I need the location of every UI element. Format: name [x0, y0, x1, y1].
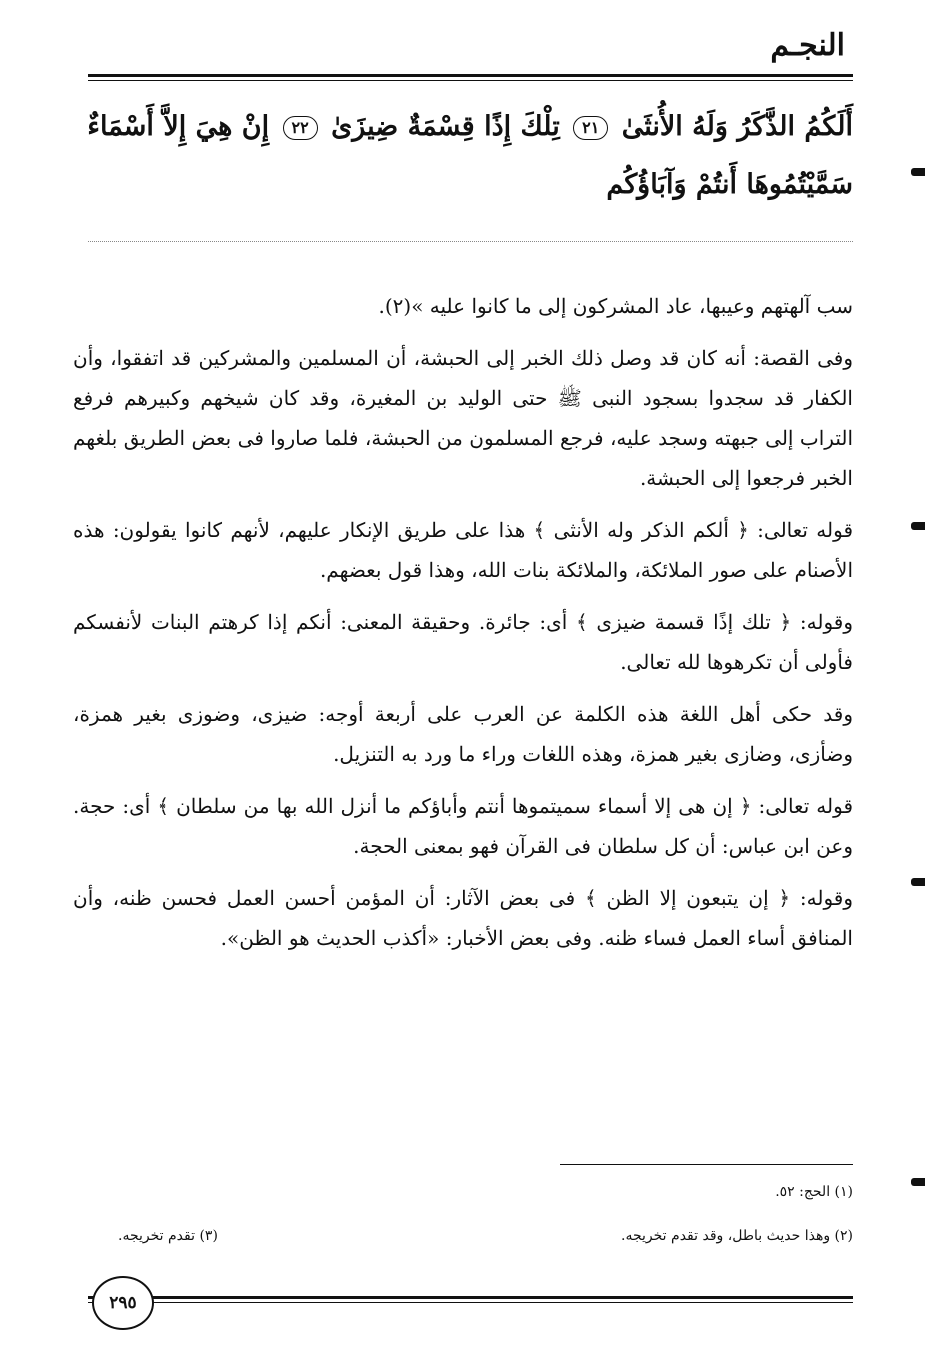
verse-text-part2: تِلْكَ إِذًا قِسْمَةٌ ضِيزَىٰ [331, 111, 560, 142]
paragraph: وقوله: ﴿ تلك إذًا قسمة ضيزى ﴾ أى: جائرة. وحقيقة المعنى: أنكم إذا كرهتم البنات لأنفسكم فأولى أن تكرهوها لله تعالى. [73, 610, 853, 674]
quran-verse-block [63, 98, 853, 214]
paragraph: سب آلهتهم وعيبها، عاد المشركون إلى ما كانوا عليه »(٢). [378, 294, 853, 318]
paragraph: وقد حكى أهل اللغة هذه الكلمة عن العرب على أربعة أوجه: ضيزى، وضوزى بغير همزة، وضأزى، وضازى بغير همزة، وهذه اللغات وراء ما ورد به التنزيل. [73, 702, 853, 766]
margin-mark [911, 522, 925, 530]
paragraph: قوله تعالى: ﴿ إن هى إلا أسماء سميتموها أنتم وأباؤكم ما أنزل الله بها من سلطان ﴾ أى: حجة. وعن ابن عباس: أن كل سلطان فى القرآن فهو بمعنى الحجة. [73, 794, 854, 858]
verse-text-part3: إِنْ هِيَ إِلاَّ أَسْمَاءٌ سَمَّيْتُمُوهَا أَنتُمْ وَآبَاؤُكُم [87, 111, 853, 200]
verse-text-part1: أَلَكُمُ الذَّكَرُ وَلَهُ الأُنثَىٰ [621, 111, 853, 142]
footnote-2: (٢) وهذا حديث باطل، وقد تقدم تخريجه. [621, 1228, 853, 1244]
header-rule [88, 74, 853, 81]
commentary-text [73, 286, 853, 970]
verse-separator [88, 241, 853, 242]
margin-mark [911, 1178, 925, 1186]
paragraph: وفى القصة: أنه كان قد وصل ذلك الخبر إلى الحبشة، أن المسلمين والمشركين قد اتفقوا، وأن الكفار قد سجدوا بسجود النبى ﷺ حتى الوليد بن المغيرة، وقد كان شيخهم وكبيرهم فرفع التراب إلى جبهته وسجد عليه، فرجع المسلمون من الحبشة، فلما صاروا فى بعض الطريق بلغهم الخبر فرجعوا إلى الحبشة. [73, 346, 853, 490]
surah-header-title: النجـم [770, 28, 845, 63]
verse-number-mark: ٢٢ [283, 116, 318, 140]
footer-rule [88, 1296, 853, 1303]
footnote-separator [560, 1164, 853, 1165]
paragraph: قوله تعالى: ﴿ ألكم الذكر وله الأنثى ﴾ هذا على طريق الإنكار عليهم، لأنهم كانوا يقولون: هذه الأصنام على صور الملائكة، والملائكة بنات الله، وهذا قول بعضهم. [73, 518, 853, 582]
footnote-3: (٣) تقدم تخريجه. [118, 1228, 218, 1244]
paragraph: وقوله: ﴿ إن يتبعون إلا الظن ﴾ فى بعض الآثار: أن المؤمن أحسن العمل فحسن ظنه، وأن المنافق أساء العمل فساء ظنه. وفى بعض الأخبار: «أكذب الحديث هو الظن». [73, 886, 853, 950]
margin-mark [911, 168, 925, 176]
margin-mark [911, 878, 925, 886]
verse-number-mark: ٢١ [573, 116, 608, 140]
footnote-1: (١) الحج: ٥٢. [775, 1184, 853, 1200]
page-number: ٢٩٥ [92, 1276, 154, 1330]
